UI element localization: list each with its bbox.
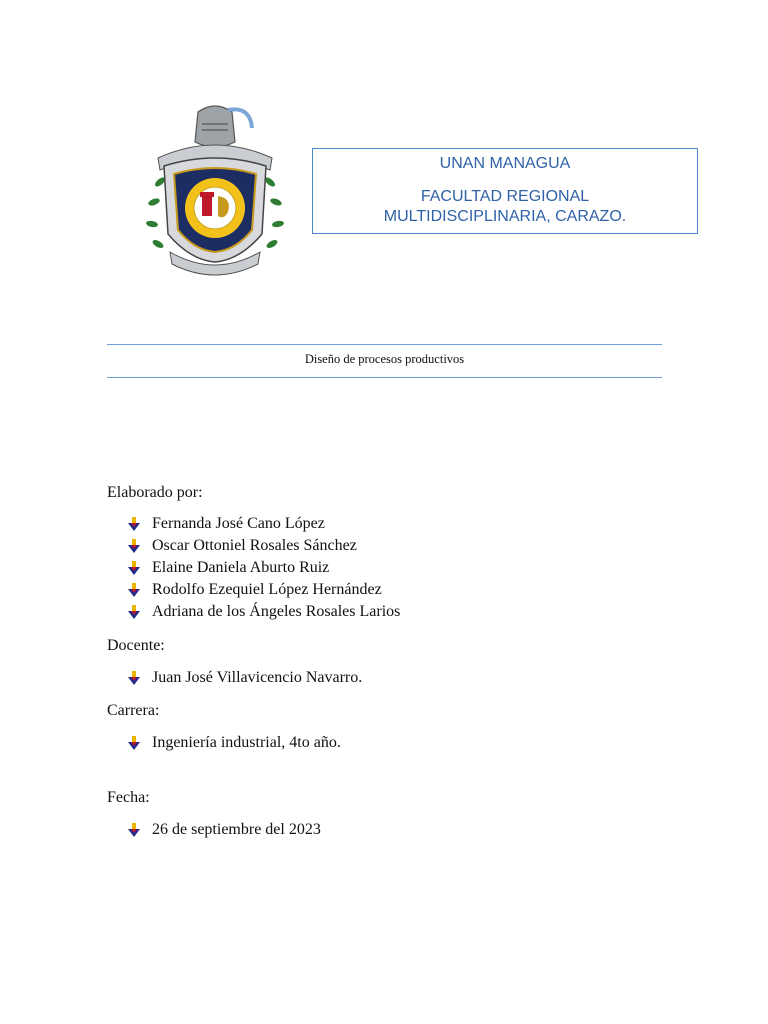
- career-label: Carrera:: [107, 702, 160, 719]
- institution-name: UNAN MANAGUA: [439, 155, 571, 172]
- date-list: [128, 819, 321, 841]
- arrow-down-bullet-icon: [128, 671, 140, 685]
- teacher-label: Docente:: [107, 637, 165, 654]
- arrow-down-bullet-icon: [128, 517, 140, 531]
- list-item: [128, 601, 400, 623]
- author-name: Fernanda José Cano López: [152, 515, 325, 532]
- authors-list: [128, 513, 400, 623]
- faculty-name-line2: MULTIDISCIPLINARIA, CARAZO.: [383, 208, 627, 225]
- arrow-down-bullet-icon: [128, 823, 140, 837]
- top-divider: [107, 344, 662, 345]
- author-name: Rodolfo Ezequiel López Hernández: [152, 581, 382, 598]
- list-item: [128, 667, 362, 689]
- list-item: [128, 557, 400, 579]
- list-item: [128, 535, 400, 557]
- author-name: Oscar Ottoniel Rosales Sánchez: [152, 537, 357, 554]
- date-label: Fecha:: [107, 789, 150, 806]
- teacher-name: Juan José Villavicencio Navarro.: [152, 669, 363, 686]
- bottom-divider: [107, 377, 662, 378]
- author-name: Adriana de los Ángeles Rosales Larios: [152, 603, 401, 620]
- teacher-list: [128, 667, 362, 689]
- arrow-down-bullet-icon: [128, 605, 140, 619]
- author-name: Elaine Daniela Aburto Ruiz: [152, 559, 330, 576]
- arrow-down-bullet-icon: [128, 539, 140, 553]
- arrow-down-bullet-icon: [128, 583, 140, 597]
- list-item: [128, 819, 321, 841]
- list-item: [128, 579, 400, 601]
- list-item: [128, 732, 341, 754]
- arrow-down-bullet-icon: [128, 561, 140, 575]
- document-subject: Diseño de procesos productivos: [304, 352, 465, 366]
- authors-label: Elaborado por:: [107, 484, 203, 501]
- arrow-down-bullet-icon: [128, 736, 140, 750]
- university-crest-icon: [140, 102, 290, 282]
- institution-header-box: [312, 148, 698, 234]
- list-item: [128, 513, 400, 535]
- career-name: Ingeniería industrial, 4to año.: [152, 734, 341, 751]
- career-list: [128, 732, 341, 754]
- date-value: 26 de septiembre del 2023: [152, 821, 321, 838]
- faculty-name-line1: FACULTAD REGIONAL: [420, 188, 590, 205]
